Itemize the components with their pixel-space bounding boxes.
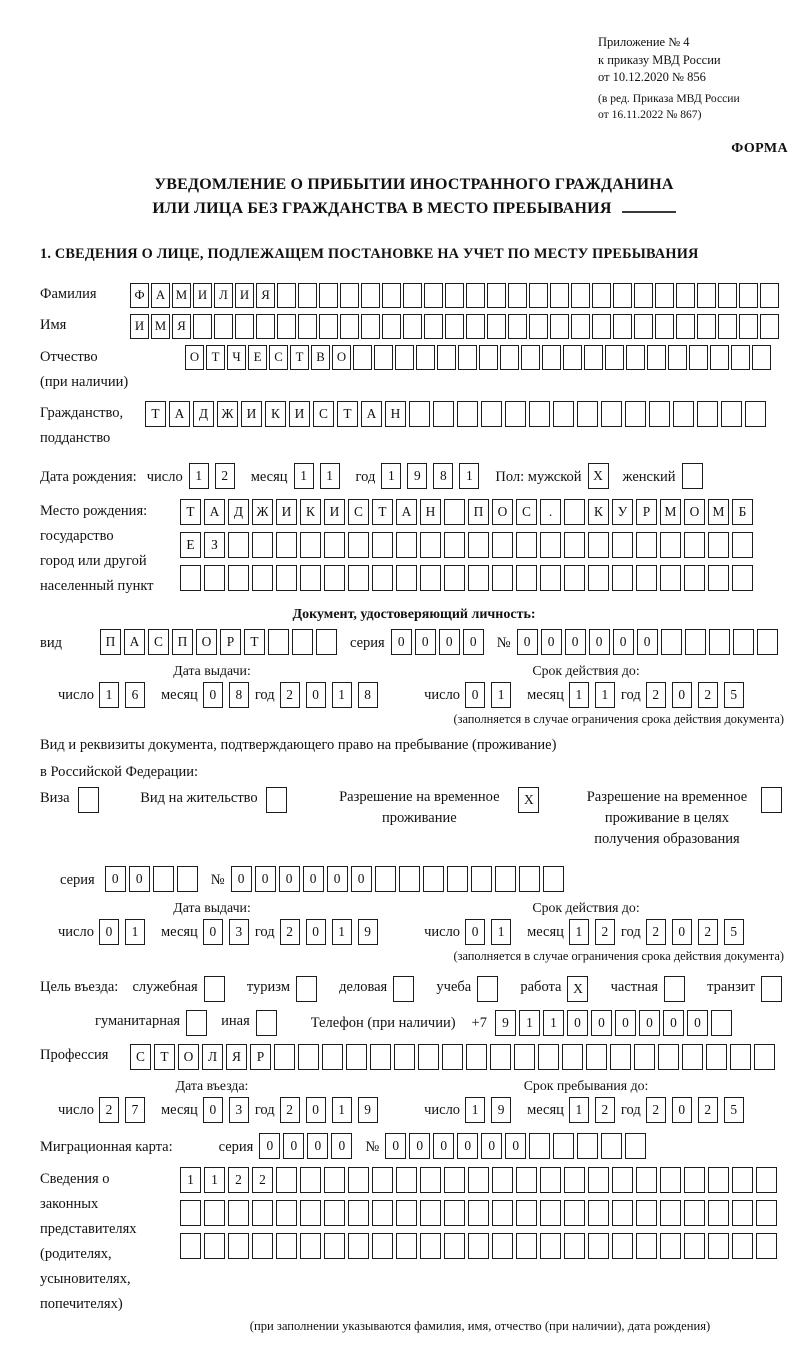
purpose-study-checkbox[interactable] <box>477 976 498 1002</box>
form-label: ФОРМА <box>731 140 788 156</box>
day-label: число <box>424 1101 461 1118</box>
representatives-label-line: усыновителях, <box>40 1271 131 1288</box>
purpose-other-checkbox[interactable] <box>256 1010 277 1036</box>
representatives-cells-row2[interactable] <box>180 1200 780 1226</box>
sex-male-checkbox[interactable]: X <box>588 463 609 489</box>
representatives-label-line: представителях <box>40 1221 137 1238</box>
month-label: месяц <box>250 469 288 486</box>
year-label: год <box>620 923 641 940</box>
patronymic-sublabel: (при наличии) <box>40 374 129 391</box>
representatives-label-line: попечителях) <box>40 1296 123 1313</box>
year-label: год <box>254 1101 275 1118</box>
purpose-label: Цель въезда: <box>40 979 119 996</box>
year-label: год <box>254 686 275 703</box>
expiry-note: (заполняется в случае ограничения срока действия документа) <box>453 712 784 727</box>
purpose-private-label: частная <box>610 979 658 996</box>
phone-label: Телефон (при наличии) <box>310 1014 456 1031</box>
doc-issue-day-cells[interactable]: 1 6 <box>99 682 151 708</box>
month-label: месяц <box>527 686 564 703</box>
month-label: месяц <box>160 923 198 940</box>
doc-number-cells[interactable]: 0 0 0 0 0 0 <box>517 629 781 655</box>
purpose-transit-label: транзит <box>707 979 755 996</box>
surname-cells[interactable]: Ф А М И Л И Я <box>130 283 781 308</box>
purpose-work-label: работа <box>520 979 562 996</box>
day-label: число <box>424 686 461 703</box>
residence-issue-month-cells[interactable]: 0 3 <box>203 919 255 945</box>
doc-expiry-year-cells[interactable]: 2 0 2 5 <box>646 682 750 708</box>
doc-number-label: № <box>496 635 511 652</box>
patronymic-label: Отчество <box>40 349 98 366</box>
revision-line: (в ред. Приказа МВД России <box>598 91 740 105</box>
sex-female-checkbox[interactable] <box>682 463 703 489</box>
annex-line: Приложение № 4 <box>598 35 690 49</box>
annex-reference <box>598 34 788 159</box>
doc-issue-year-cells[interactable]: 2 0 1 8 <box>280 682 384 708</box>
representatives-cells-row3[interactable] <box>180 1233 780 1259</box>
section1-title: 1. СВЕДЕНИЯ О ЛИЦЕ, ПОДЛЕЖАЩЕМ ПОСТАНОВКЕ НА УЧЕТ ПО МЕСТУ ПРЕБЫВАНИЯ <box>40 246 699 263</box>
day-label: число <box>58 1101 94 1118</box>
month-label: месяц <box>160 1101 198 1118</box>
purpose-official-checkbox[interactable] <box>204 976 225 1002</box>
migration-card-label: Миграционная карта: <box>40 1139 173 1156</box>
doc-expiry-month-cells[interactable]: 1 1 <box>569 682 621 708</box>
migration-number-label: № <box>365 1139 380 1156</box>
purpose-humanitarian-label: гуманитарная <box>95 1013 181 1030</box>
migration-series-cells[interactable]: 0 0 0 0 <box>259 1133 355 1159</box>
doc-issue-month-cells[interactable]: 0 8 <box>203 682 255 708</box>
birth-date-label: Дата рождения: <box>40 469 137 486</box>
residence-number-label: № <box>210 872 225 889</box>
given-name-cells[interactable]: И М Я <box>130 314 781 339</box>
identity-doc-header: Документ, удостоверяющий личность: <box>292 607 536 623</box>
citizenship-label: Гражданство, <box>40 405 124 422</box>
purpose-tourism-checkbox[interactable] <box>296 976 317 1002</box>
representatives-label-line: законных <box>40 1196 99 1213</box>
residence-series-label: серия <box>60 872 95 889</box>
stay-month-cells[interactable]: 1 2 <box>569 1097 621 1123</box>
stay-year-cells[interactable]: 2 0 2 5 <box>646 1097 750 1123</box>
day-label: число <box>424 923 461 940</box>
given-name-label: Имя <box>40 317 67 334</box>
phone-cells[interactable]: 9 1 1 0 0 0 0 0 0 <box>495 1010 735 1036</box>
birth-place-cells-row2[interactable]: Е З <box>180 532 756 558</box>
birth-place-sublabel: населенный пункт <box>40 578 154 595</box>
day-label: число <box>58 923 94 940</box>
residence-expiry-year-cells[interactable]: 2 0 2 5 <box>646 919 750 945</box>
representatives-label-line: Сведения о <box>40 1171 110 1188</box>
year-label: год <box>355 469 376 486</box>
birth-place-sublabel: город или другой <box>40 553 147 570</box>
stay-until-header: Срок пребывания до: <box>523 1078 649 1094</box>
purpose-business-label: деловая <box>339 979 388 996</box>
birth-year-cells[interactable]: 1 9 8 1 <box>381 463 485 489</box>
residence-expiry-month-cells[interactable]: 1 2 <box>569 919 621 945</box>
entry-date-header: Дата въезда: <box>175 1078 249 1094</box>
visa-label: Виза <box>40 790 70 807</box>
birth-month-cells[interactable]: 1 1 <box>294 463 346 489</box>
month-label: месяц <box>160 686 198 703</box>
form-title <box>40 173 788 223</box>
migration-number-cells[interactable]: 0 0 0 0 0 0 <box>385 1133 649 1159</box>
purpose-other-label: иная <box>221 1013 250 1030</box>
doc-series-cells[interactable]: 0 0 0 0 <box>391 629 487 655</box>
residence-issue-year-cells[interactable]: 2 0 1 9 <box>280 919 384 945</box>
residence-doc-intro-line1: Вид и реквизиты документа, подтверждающего право на пребывание (проживание) <box>40 737 557 754</box>
residence-expiry-header: Срок действия до: <box>532 900 640 916</box>
residence-doc-intro-line2: в Российской Федерации: <box>40 764 199 781</box>
day-label: число <box>58 686 94 703</box>
expiry-note: (заполняется в случае ограничения срока действия документа) <box>453 949 784 964</box>
birth-place-label: Место рождения: <box>40 503 148 520</box>
month-label: месяц <box>527 1101 564 1118</box>
visa-checkbox[interactable] <box>78 787 99 813</box>
title-blank-line <box>622 199 676 213</box>
year-label: год <box>620 1101 641 1118</box>
year-label: год <box>620 686 641 703</box>
doc-issue-date-header: Дата выдачи: <box>173 663 251 679</box>
purpose-business-checkbox[interactable] <box>393 976 414 1002</box>
annex-line: к приказу МВД России <box>598 52 721 67</box>
residence-series-cells[interactable]: 0 0 <box>105 866 201 892</box>
citizenship-cells[interactable]: Т А Д Ж И К И С Т А Н <box>145 401 769 427</box>
annex-line: от 10.12.2020 № 856 <box>598 70 706 84</box>
purpose-official-label: служебная <box>132 979 198 996</box>
entry-month-cells[interactable]: 0 3 <box>203 1097 255 1123</box>
entry-year-cells[interactable]: 2 0 1 9 <box>280 1097 384 1123</box>
doc-series-label: серия <box>350 635 385 652</box>
sex-female-label: женский <box>622 469 676 486</box>
surname-label: Фамилия <box>40 286 97 303</box>
year-label: год <box>254 923 275 940</box>
migration-series-label: серия <box>218 1139 254 1156</box>
residence-issue-day-cells[interactable]: 0 1 <box>99 919 151 945</box>
representatives-note: (при заполнении указываются фамилия, имя, отчество (при наличии), дата рождения) <box>249 1319 711 1334</box>
temporary-residence-label: Разрешение на временное проживание <box>339 789 500 827</box>
residence-issue-header: Дата выдачи: <box>173 900 251 916</box>
sex-male-label: Пол: мужской <box>495 469 582 486</box>
birth-place-cells-row3[interactable] <box>180 565 756 591</box>
birth-day-cells[interactable]: 1 2 <box>189 463 241 489</box>
doc-expiry-day-cells[interactable]: 0 1 <box>465 682 517 708</box>
birth-place-cells-row1[interactable]: Т А Д Ж И К И С Т А Н П О С . К У Р М О М Б <box>180 499 756 525</box>
temporary-residence-checkbox[interactable]: X <box>518 787 539 813</box>
revision-line: от 16.11.2022 № 867) <box>598 107 702 121</box>
residence-permit-checkbox[interactable] <box>266 787 287 813</box>
doc-expiry-header: Срок действия до: <box>532 663 640 679</box>
patronymic-cells[interactable]: О Т Ч Е С Т В О <box>185 345 773 370</box>
doc-type-cells[interactable]: П А С П О Р Т <box>100 629 340 655</box>
purpose-transit-checkbox[interactable] <box>761 976 782 1002</box>
purpose-private-checkbox[interactable] <box>664 976 685 1002</box>
purpose-study-label: учеба <box>436 979 472 996</box>
birth-place-sublabel: государство <box>40 528 114 545</box>
education-residence-checkbox[interactable] <box>761 787 782 813</box>
form-title-line2: ИЛИ ЛИЦА БЕЗ ГРАЖДАНСТВА В МЕСТО ПРЕБЫВАНИЯ <box>152 200 612 218</box>
stay-day-cells[interactable]: 1 9 <box>465 1097 517 1123</box>
profession-cells[interactable]: С Т О Л Я Р <box>130 1044 778 1070</box>
purpose-work-checkbox[interactable]: X <box>567 976 588 1002</box>
representatives-label-line: (родителях, <box>40 1246 112 1263</box>
citizenship-sublabel: подданство <box>40 430 111 447</box>
purpose-tourism-label: туризм <box>246 979 290 996</box>
representatives-cells-row1[interactable]: 1 1 2 2 <box>180 1167 780 1193</box>
profession-label: Профессия <box>40 1047 109 1064</box>
entry-day-cells[interactable]: 2 7 <box>99 1097 151 1123</box>
doc-type-label: вид <box>40 635 62 652</box>
residence-number-cells[interactable]: 0 0 0 0 0 0 <box>231 866 567 892</box>
phone-prefix: +7 <box>471 1014 487 1031</box>
residence-permit-label: Вид на жительство <box>140 790 258 807</box>
residence-expiry-day-cells[interactable]: 0 1 <box>465 919 517 945</box>
purpose-humanitarian-checkbox[interactable] <box>186 1010 207 1036</box>
education-residence-label: Разрешение на временное проживание в целях получения образования <box>586 789 748 848</box>
form-title-line1: УВЕДОМЛЕНИЕ О ПРИБЫТИИ ИНОСТРАННОГО ГРАЖДАНИНА <box>154 175 674 193</box>
month-label: месяц <box>527 923 564 940</box>
day-label: число <box>146 469 183 486</box>
